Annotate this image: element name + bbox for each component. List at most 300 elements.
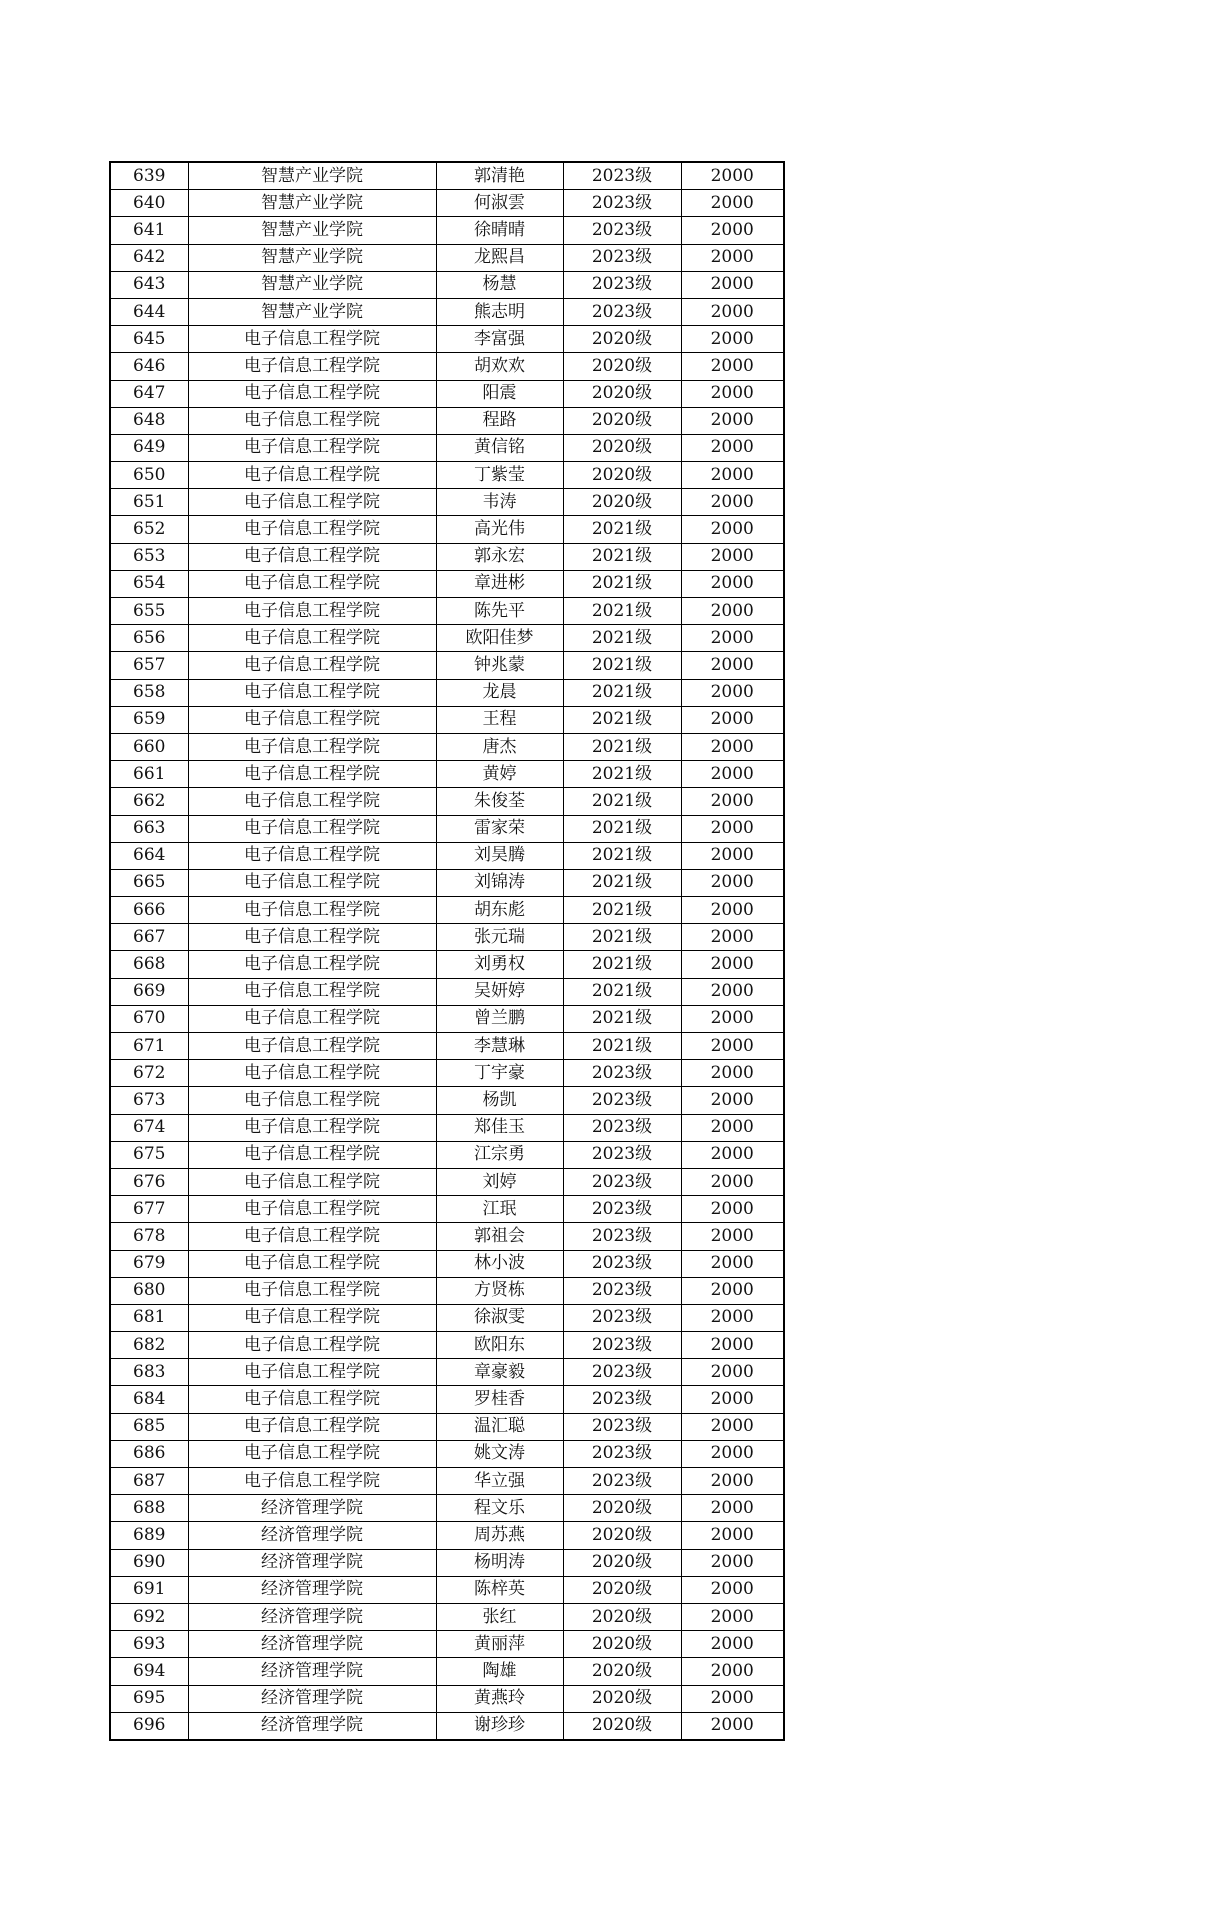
- row-number-cell: 639: [110, 162, 188, 190]
- college-cell: 电子信息工程学院: [188, 570, 436, 597]
- table-row: [110, 1114, 784, 1141]
- amount-cell: 2000: [681, 652, 784, 679]
- amount-cell: 2000: [681, 1468, 784, 1495]
- student-name-cell: 欧阳东: [436, 1332, 563, 1359]
- amount-cell: 2000: [681, 516, 784, 543]
- amount-cell: 2000: [681, 842, 784, 869]
- amount-cell: 2000: [681, 1603, 784, 1630]
- college-cell: 智慧产业学院: [188, 271, 436, 298]
- row-number-cell: 664: [110, 842, 188, 869]
- grade-cell: 2021级: [563, 978, 681, 1005]
- student-name-cell: 温汇聪: [436, 1413, 563, 1440]
- row-number-cell: 686: [110, 1440, 188, 1467]
- table-row: [110, 244, 784, 271]
- grade-cell: 2023级: [563, 244, 681, 271]
- table-row: [110, 380, 784, 407]
- table-row: [110, 434, 784, 461]
- college-cell: 电子信息工程学院: [188, 1332, 436, 1359]
- student-name-cell: 郑佳玉: [436, 1114, 563, 1141]
- grade-cell: 2021级: [563, 815, 681, 842]
- table-row: [110, 869, 784, 896]
- grade-cell: 2023级: [563, 190, 681, 217]
- grade-cell: 2021级: [563, 652, 681, 679]
- college-cell: 智慧产业学院: [188, 162, 436, 190]
- college-cell: 智慧产业学院: [188, 190, 436, 217]
- student-name-cell: 程文乐: [436, 1495, 563, 1522]
- amount-cell: 2000: [681, 788, 784, 815]
- student-name-cell: 黄信铭: [436, 434, 563, 461]
- table-row: [110, 788, 784, 815]
- student-name-cell: 朱俊荃: [436, 788, 563, 815]
- amount-cell: 2000: [681, 326, 784, 353]
- grade-cell: 2021级: [563, 1033, 681, 1060]
- student-name-cell: 曾兰鹏: [436, 1005, 563, 1032]
- student-name-cell: 章豪毅: [436, 1359, 563, 1386]
- amount-cell: 2000: [681, 1495, 784, 1522]
- college-cell: 电子信息工程学院: [188, 1304, 436, 1331]
- table-row: [110, 1603, 784, 1630]
- college-cell: 电子信息工程学院: [188, 1168, 436, 1195]
- amount-cell: 2000: [681, 1712, 784, 1740]
- grade-cell: 2021级: [563, 598, 681, 625]
- roster-table-body: [110, 162, 784, 1740]
- amount-cell: 2000: [681, 1631, 784, 1658]
- grade-cell: 2023级: [563, 1304, 681, 1331]
- row-number-cell: 656: [110, 625, 188, 652]
- table-row: [110, 1087, 784, 1114]
- grade-cell: 2023级: [563, 1114, 681, 1141]
- table-row: [110, 516, 784, 543]
- table-row: [110, 1196, 784, 1223]
- grade-cell: 2021级: [563, 625, 681, 652]
- amount-cell: 2000: [681, 1196, 784, 1223]
- college-cell: 电子信息工程学院: [188, 842, 436, 869]
- student-name-cell: 刘昊腾: [436, 842, 563, 869]
- student-name-cell: 黄燕玲: [436, 1685, 563, 1712]
- row-number-cell: 647: [110, 380, 188, 407]
- grade-cell: 2021级: [563, 951, 681, 978]
- table-row: [110, 1141, 784, 1168]
- college-cell: 电子信息工程学院: [188, 1440, 436, 1467]
- row-number-cell: 666: [110, 897, 188, 924]
- student-name-cell: 韦涛: [436, 489, 563, 516]
- row-number-cell: 668: [110, 951, 188, 978]
- grade-cell: 2021级: [563, 788, 681, 815]
- college-cell: 电子信息工程学院: [188, 1250, 436, 1277]
- grade-cell: 2021级: [563, 761, 681, 788]
- table-row: [110, 217, 784, 244]
- college-cell: 电子信息工程学院: [188, 897, 436, 924]
- college-cell: 电子信息工程学院: [188, 625, 436, 652]
- table-row: [110, 1060, 784, 1087]
- amount-cell: 2000: [681, 869, 784, 896]
- student-name-cell: 唐杰: [436, 733, 563, 760]
- row-number-cell: 695: [110, 1685, 188, 1712]
- grade-cell: 2021级: [563, 1005, 681, 1032]
- row-number-cell: 661: [110, 761, 188, 788]
- amount-cell: 2000: [681, 271, 784, 298]
- row-number-cell: 648: [110, 407, 188, 434]
- row-number-cell: 690: [110, 1549, 188, 1576]
- student-name-cell: 李富强: [436, 326, 563, 353]
- amount-cell: 2000: [681, 1304, 784, 1331]
- amount-cell: 2000: [681, 924, 784, 951]
- college-cell: 电子信息工程学院: [188, 462, 436, 489]
- table-row: [110, 625, 784, 652]
- grade-cell: 2020级: [563, 489, 681, 516]
- grade-cell: 2020级: [563, 1631, 681, 1658]
- row-number-cell: 662: [110, 788, 188, 815]
- college-cell: 电子信息工程学院: [188, 869, 436, 896]
- grade-cell: 2021级: [563, 869, 681, 896]
- grade-cell: 2020级: [563, 1522, 681, 1549]
- row-number-cell: 676: [110, 1168, 188, 1195]
- college-cell: 电子信息工程学院: [188, 1223, 436, 1250]
- amount-cell: 2000: [681, 598, 784, 625]
- row-number-cell: 640: [110, 190, 188, 217]
- table-row: [110, 1631, 784, 1658]
- college-cell: 智慧产业学院: [188, 244, 436, 271]
- amount-cell: 2000: [681, 1277, 784, 1304]
- grade-cell: 2023级: [563, 162, 681, 190]
- student-name-cell: 章进彬: [436, 570, 563, 597]
- amount-cell: 2000: [681, 1359, 784, 1386]
- grade-cell: 2020级: [563, 326, 681, 353]
- student-name-cell: 刘勇权: [436, 951, 563, 978]
- student-name-cell: 胡东彪: [436, 897, 563, 924]
- table-row: [110, 924, 784, 951]
- grade-cell: 2023级: [563, 298, 681, 325]
- amount-cell: 2000: [681, 625, 784, 652]
- college-cell: 电子信息工程学院: [188, 1196, 436, 1223]
- grade-cell: 2021级: [563, 679, 681, 706]
- amount-cell: 2000: [681, 897, 784, 924]
- student-name-cell: 徐淑雯: [436, 1304, 563, 1331]
- student-name-cell: 罗桂香: [436, 1386, 563, 1413]
- student-name-cell: 丁紫莹: [436, 462, 563, 489]
- grade-cell: 2023级: [563, 1359, 681, 1386]
- student-name-cell: 胡欢欢: [436, 353, 563, 380]
- student-name-cell: 郭清艳: [436, 162, 563, 190]
- table-row: [110, 978, 784, 1005]
- row-number-cell: 644: [110, 298, 188, 325]
- amount-cell: 2000: [681, 407, 784, 434]
- student-name-cell: 黄丽萍: [436, 1631, 563, 1658]
- table-row: [110, 1277, 784, 1304]
- grade-cell: 2023级: [563, 1168, 681, 1195]
- table-row: [110, 1576, 784, 1603]
- college-cell: 电子信息工程学院: [188, 1413, 436, 1440]
- row-number-cell: 650: [110, 462, 188, 489]
- grade-cell: 2020级: [563, 1685, 681, 1712]
- college-cell: 经济管理学院: [188, 1712, 436, 1740]
- row-number-cell: 682: [110, 1332, 188, 1359]
- row-number-cell: 674: [110, 1114, 188, 1141]
- row-number-cell: 684: [110, 1386, 188, 1413]
- student-name-cell: 黄婷: [436, 761, 563, 788]
- grade-cell: 2020级: [563, 462, 681, 489]
- row-number-cell: 692: [110, 1603, 188, 1630]
- student-name-cell: 杨明涛: [436, 1549, 563, 1576]
- table-row: [110, 679, 784, 706]
- grade-cell: 2020级: [563, 380, 681, 407]
- amount-cell: 2000: [681, 951, 784, 978]
- grade-cell: 2023级: [563, 1386, 681, 1413]
- roster-table: [109, 161, 785, 1741]
- student-name-cell: 吴妍婷: [436, 978, 563, 1005]
- table-row: [110, 598, 784, 625]
- table-row: [110, 1495, 784, 1522]
- amount-cell: 2000: [681, 298, 784, 325]
- college-cell: 电子信息工程学院: [188, 380, 436, 407]
- student-name-cell: 林小波: [436, 1250, 563, 1277]
- student-name-cell: 陈梓英: [436, 1576, 563, 1603]
- table-row: [110, 1332, 784, 1359]
- grade-cell: 2021级: [563, 924, 681, 951]
- row-number-cell: 679: [110, 1250, 188, 1277]
- table-row: [110, 1685, 784, 1712]
- college-cell: 智慧产业学院: [188, 298, 436, 325]
- college-cell: 电子信息工程学院: [188, 978, 436, 1005]
- table-row: [110, 815, 784, 842]
- row-number-cell: 663: [110, 815, 188, 842]
- table-row: [110, 1168, 784, 1195]
- student-name-cell: 方贤栋: [436, 1277, 563, 1304]
- row-number-cell: 675: [110, 1141, 188, 1168]
- amount-cell: 2000: [681, 1658, 784, 1685]
- college-cell: 电子信息工程学院: [188, 1114, 436, 1141]
- college-cell: 电子信息工程学院: [188, 706, 436, 733]
- grade-cell: 2023级: [563, 217, 681, 244]
- table-row: [110, 1223, 784, 1250]
- table-row: [110, 1522, 784, 1549]
- college-cell: 电子信息工程学院: [188, 679, 436, 706]
- grade-cell: 2020级: [563, 1495, 681, 1522]
- table-row: [110, 570, 784, 597]
- college-cell: 电子信息工程学院: [188, 598, 436, 625]
- student-name-cell: 杨慧: [436, 271, 563, 298]
- table-row: [110, 271, 784, 298]
- grade-cell: 2020级: [563, 1658, 681, 1685]
- college-cell: 经济管理学院: [188, 1631, 436, 1658]
- row-number-cell: 694: [110, 1658, 188, 1685]
- grade-cell: 2023级: [563, 1141, 681, 1168]
- amount-cell: 2000: [681, 190, 784, 217]
- amount-cell: 2000: [681, 1114, 784, 1141]
- table-row: [110, 298, 784, 325]
- college-cell: 电子信息工程学院: [188, 516, 436, 543]
- table-row: [110, 462, 784, 489]
- student-name-cell: 杨凯: [436, 1087, 563, 1114]
- student-name-cell: 阳震: [436, 380, 563, 407]
- amount-cell: 2000: [681, 570, 784, 597]
- amount-cell: 2000: [681, 978, 784, 1005]
- student-name-cell: 欧阳佳梦: [436, 625, 563, 652]
- college-cell: 经济管理学院: [188, 1495, 436, 1522]
- row-number-cell: 680: [110, 1277, 188, 1304]
- student-name-cell: 徐晴晴: [436, 217, 563, 244]
- amount-cell: 2000: [681, 1060, 784, 1087]
- amount-cell: 2000: [681, 1440, 784, 1467]
- college-cell: 经济管理学院: [188, 1685, 436, 1712]
- student-name-cell: 周苏燕: [436, 1522, 563, 1549]
- row-number-cell: 678: [110, 1223, 188, 1250]
- table-row: [110, 1549, 784, 1576]
- row-number-cell: 654: [110, 570, 188, 597]
- table-row: [110, 842, 784, 869]
- college-cell: 电子信息工程学院: [188, 652, 436, 679]
- table-row: [110, 951, 784, 978]
- grade-cell: 2020级: [563, 353, 681, 380]
- amount-cell: 2000: [681, 462, 784, 489]
- table-row: [110, 1033, 784, 1060]
- table-row: [110, 1304, 784, 1331]
- amount-cell: 2000: [681, 1168, 784, 1195]
- amount-cell: 2000: [681, 1413, 784, 1440]
- grade-cell: 2021级: [563, 733, 681, 760]
- row-number-cell: 693: [110, 1631, 188, 1658]
- amount-cell: 2000: [681, 244, 784, 271]
- row-number-cell: 689: [110, 1522, 188, 1549]
- table-row: [110, 1658, 784, 1685]
- row-number-cell: 641: [110, 217, 188, 244]
- student-name-cell: 程路: [436, 407, 563, 434]
- college-cell: 电子信息工程学院: [188, 1277, 436, 1304]
- college-cell: 电子信息工程学院: [188, 951, 436, 978]
- amount-cell: 2000: [681, 1549, 784, 1576]
- grade-cell: 2020级: [563, 1712, 681, 1740]
- row-number-cell: 649: [110, 434, 188, 461]
- amount-cell: 2000: [681, 1141, 784, 1168]
- table-row: [110, 1250, 784, 1277]
- grade-cell: 2021级: [563, 516, 681, 543]
- student-name-cell: 刘婷: [436, 1168, 563, 1195]
- student-name-cell: 何淑雲: [436, 190, 563, 217]
- college-cell: 智慧产业学院: [188, 217, 436, 244]
- table-row: [110, 353, 784, 380]
- amount-cell: 2000: [681, 217, 784, 244]
- grade-cell: 2023级: [563, 1468, 681, 1495]
- college-cell: 电子信息工程学院: [188, 353, 436, 380]
- grade-cell: 2020级: [563, 1603, 681, 1630]
- student-name-cell: 雷家荣: [436, 815, 563, 842]
- college-cell: 电子信息工程学院: [188, 1468, 436, 1495]
- row-number-cell: 652: [110, 516, 188, 543]
- college-cell: 电子信息工程学院: [188, 1033, 436, 1060]
- row-number-cell: 659: [110, 706, 188, 733]
- college-cell: 电子信息工程学院: [188, 1386, 436, 1413]
- grade-cell: 2023级: [563, 1087, 681, 1114]
- college-cell: 电子信息工程学院: [188, 434, 436, 461]
- table-row: [110, 1712, 784, 1740]
- student-name-cell: 龙晨: [436, 679, 563, 706]
- grade-cell: 2023级: [563, 271, 681, 298]
- row-number-cell: 642: [110, 244, 188, 271]
- grade-cell: 2020级: [563, 407, 681, 434]
- table-row: [110, 1440, 784, 1467]
- amount-cell: 2000: [681, 1386, 784, 1413]
- table-row: [110, 489, 784, 516]
- row-number-cell: 672: [110, 1060, 188, 1087]
- college-cell: 电子信息工程学院: [188, 761, 436, 788]
- amount-cell: 2000: [681, 353, 784, 380]
- amount-cell: 2000: [681, 815, 784, 842]
- grade-cell: 2021级: [563, 570, 681, 597]
- grade-cell: 2023级: [563, 1332, 681, 1359]
- student-name-cell: 陈先平: [436, 598, 563, 625]
- row-number-cell: 646: [110, 353, 188, 380]
- row-number-cell: 685: [110, 1413, 188, 1440]
- amount-cell: 2000: [681, 1685, 784, 1712]
- grade-cell: 2023级: [563, 1250, 681, 1277]
- student-name-cell: 张元瑞: [436, 924, 563, 951]
- grade-cell: 2021级: [563, 543, 681, 570]
- row-number-cell: 696: [110, 1712, 188, 1740]
- row-number-cell: 665: [110, 869, 188, 896]
- college-cell: 电子信息工程学院: [188, 543, 436, 570]
- student-name-cell: 高光伟: [436, 516, 563, 543]
- row-number-cell: 657: [110, 652, 188, 679]
- row-number-cell: 643: [110, 271, 188, 298]
- grade-cell: 2023级: [563, 1413, 681, 1440]
- amount-cell: 2000: [681, 1005, 784, 1032]
- student-name-cell: 李慧琳: [436, 1033, 563, 1060]
- amount-cell: 2000: [681, 1223, 784, 1250]
- amount-cell: 2000: [681, 679, 784, 706]
- table-row: [110, 543, 784, 570]
- amount-cell: 2000: [681, 1250, 784, 1277]
- table-row: [110, 190, 784, 217]
- row-number-cell: 669: [110, 978, 188, 1005]
- college-cell: 电子信息工程学院: [188, 815, 436, 842]
- row-number-cell: 645: [110, 326, 188, 353]
- college-cell: 电子信息工程学院: [188, 326, 436, 353]
- amount-cell: 2000: [681, 1522, 784, 1549]
- amount-cell: 2000: [681, 162, 784, 190]
- grade-cell: 2021级: [563, 706, 681, 733]
- student-name-cell: 刘锦涛: [436, 869, 563, 896]
- row-number-cell: 653: [110, 543, 188, 570]
- amount-cell: 2000: [681, 1576, 784, 1603]
- student-name-cell: 王程: [436, 706, 563, 733]
- college-cell: 电子信息工程学院: [188, 1141, 436, 1168]
- college-cell: 经济管理学院: [188, 1576, 436, 1603]
- amount-cell: 2000: [681, 1033, 784, 1060]
- row-number-cell: 677: [110, 1196, 188, 1223]
- row-number-cell: 687: [110, 1468, 188, 1495]
- college-cell: 电子信息工程学院: [188, 1005, 436, 1032]
- grade-cell: 2020级: [563, 1549, 681, 1576]
- college-cell: 经济管理学院: [188, 1549, 436, 1576]
- row-number-cell: 671: [110, 1033, 188, 1060]
- table-row: [110, 162, 784, 190]
- student-name-cell: 郭祖会: [436, 1223, 563, 1250]
- student-name-cell: 钟兆蒙: [436, 652, 563, 679]
- row-number-cell: 658: [110, 679, 188, 706]
- amount-cell: 2000: [681, 380, 784, 407]
- amount-cell: 2000: [681, 543, 784, 570]
- student-name-cell: 丁宇豪: [436, 1060, 563, 1087]
- table-row: [110, 1468, 784, 1495]
- student-name-cell: 姚文涛: [436, 1440, 563, 1467]
- table-row: [110, 1005, 784, 1032]
- grade-cell: 2021级: [563, 897, 681, 924]
- college-cell: 电子信息工程学院: [188, 489, 436, 516]
- row-number-cell: 655: [110, 598, 188, 625]
- table-row: [110, 407, 784, 434]
- row-number-cell: 683: [110, 1359, 188, 1386]
- grade-cell: 2020级: [563, 434, 681, 461]
